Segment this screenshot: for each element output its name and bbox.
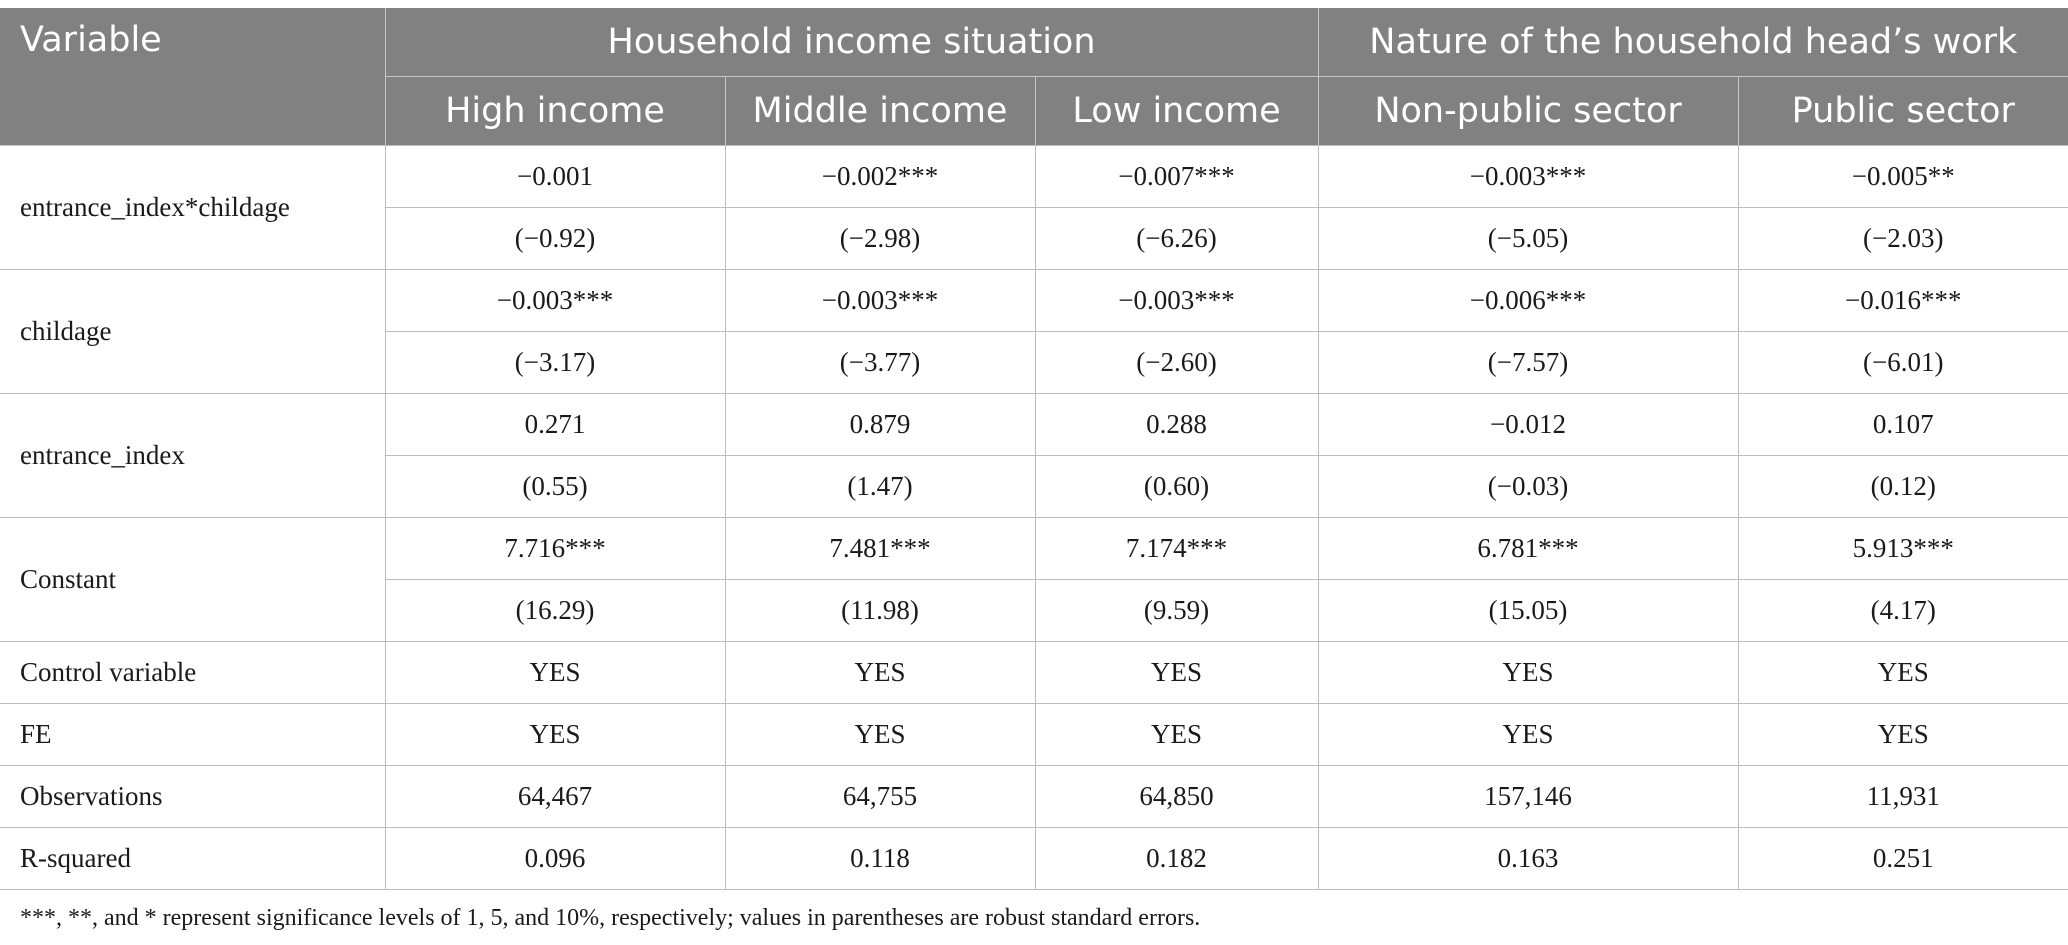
coef-cell: −0.006*** bbox=[1318, 270, 1738, 332]
se-cell: (−3.77) bbox=[725, 332, 1035, 394]
coef-cell: −0.003*** bbox=[1318, 146, 1738, 208]
se-cell: (4.17) bbox=[1738, 580, 2068, 642]
table-row bbox=[0, 766, 2068, 828]
coef-cell: −0.016*** bbox=[1738, 270, 2068, 332]
se-cell: (−3.17) bbox=[385, 332, 725, 394]
value-cell: 64,755 bbox=[725, 766, 1035, 828]
coef-cell: 7.481*** bbox=[725, 518, 1035, 580]
coef-cell: 7.174*** bbox=[1035, 518, 1318, 580]
se-cell: (0.60) bbox=[1035, 456, 1318, 518]
value-cell: YES bbox=[1318, 704, 1738, 766]
row-label: R-squared bbox=[0, 828, 385, 890]
se-cell: (0.12) bbox=[1738, 456, 2068, 518]
se-cell: (11.98) bbox=[725, 580, 1035, 642]
value-cell: 0.118 bbox=[725, 828, 1035, 890]
coef-cell: −0.003*** bbox=[385, 270, 725, 332]
header-variable: Variable bbox=[0, 8, 385, 146]
value-cell: YES bbox=[1318, 642, 1738, 704]
header-col-high-income: High income bbox=[385, 77, 725, 146]
coef-cell: −0.002*** bbox=[725, 146, 1035, 208]
value-cell: 0.163 bbox=[1318, 828, 1738, 890]
value-cell: YES bbox=[1035, 642, 1318, 704]
se-cell: (−0.92) bbox=[385, 208, 725, 270]
table-row bbox=[0, 828, 2068, 890]
table-row bbox=[0, 704, 2068, 766]
table-row bbox=[0, 146, 2068, 208]
coef-cell: 7.716*** bbox=[385, 518, 725, 580]
coef-cell: 0.879 bbox=[725, 394, 1035, 456]
header-row-groups bbox=[0, 8, 2068, 77]
coef-cell: 0.288 bbox=[1035, 394, 1318, 456]
coef-cell: 0.271 bbox=[385, 394, 725, 456]
value-cell: 0.251 bbox=[1738, 828, 2068, 890]
se-cell: (−0.03) bbox=[1318, 456, 1738, 518]
header-col-low-income: Low income bbox=[1035, 77, 1318, 146]
row-label: childage bbox=[0, 270, 385, 394]
value-cell: YES bbox=[1738, 642, 2068, 704]
se-cell: (9.59) bbox=[1035, 580, 1318, 642]
value-cell: YES bbox=[385, 704, 725, 766]
table-footnote: ***, **, and * represent significance levels of 1, 5, and 10%, respectively; values in parentheses are robust standard errors. bbox=[20, 905, 1201, 931]
se-cell: (16.29) bbox=[385, 580, 725, 642]
value-cell: 64,467 bbox=[385, 766, 725, 828]
row-label: entrance_index*childage bbox=[0, 146, 385, 270]
regression-table bbox=[0, 8, 2068, 890]
header-group-income: Household income situation bbox=[385, 8, 1318, 77]
value-cell: YES bbox=[1738, 704, 2068, 766]
header-col-non-public: Non-public sector bbox=[1318, 77, 1738, 146]
value-cell: 64,850 bbox=[1035, 766, 1318, 828]
results-table-container bbox=[0, 8, 2068, 890]
table-row bbox=[0, 394, 2068, 456]
value-cell: YES bbox=[385, 642, 725, 704]
table-row bbox=[0, 270, 2068, 332]
se-cell: (−2.03) bbox=[1738, 208, 2068, 270]
coef-cell: −0.005** bbox=[1738, 146, 2068, 208]
row-label: Observations bbox=[0, 766, 385, 828]
coef-cell: 0.107 bbox=[1738, 394, 2068, 456]
value-cell: 0.096 bbox=[385, 828, 725, 890]
table-row bbox=[0, 642, 2068, 704]
table-row bbox=[0, 518, 2068, 580]
coef-cell: −0.003*** bbox=[1035, 270, 1318, 332]
row-label: Constant bbox=[0, 518, 385, 642]
header-group-work: Nature of the household head’s work bbox=[1318, 8, 2068, 77]
coef-cell: 5.913*** bbox=[1738, 518, 2068, 580]
coef-cell: −0.001 bbox=[385, 146, 725, 208]
se-cell: (−2.60) bbox=[1035, 332, 1318, 394]
row-label: Control variable bbox=[0, 642, 385, 704]
se-cell: (−6.26) bbox=[1035, 208, 1318, 270]
value-cell: YES bbox=[1035, 704, 1318, 766]
header-col-public: Public sector bbox=[1738, 77, 2068, 146]
coef-cell: −0.012 bbox=[1318, 394, 1738, 456]
se-cell: (15.05) bbox=[1318, 580, 1738, 642]
header-col-middle-income: Middle income bbox=[725, 77, 1035, 146]
se-cell: (−2.98) bbox=[725, 208, 1035, 270]
se-cell: (0.55) bbox=[385, 456, 725, 518]
se-cell: (−6.01) bbox=[1738, 332, 2068, 394]
se-cell: (−7.57) bbox=[1318, 332, 1738, 394]
value-cell: 0.182 bbox=[1035, 828, 1318, 890]
value-cell: 11,931 bbox=[1738, 766, 2068, 828]
row-label: entrance_index bbox=[0, 394, 385, 518]
coef-cell: 6.781*** bbox=[1318, 518, 1738, 580]
value-cell: YES bbox=[725, 642, 1035, 704]
row-label: FE bbox=[0, 704, 385, 766]
value-cell: 157,146 bbox=[1318, 766, 1738, 828]
se-cell: (−5.05) bbox=[1318, 208, 1738, 270]
value-cell: YES bbox=[725, 704, 1035, 766]
se-cell: (1.47) bbox=[725, 456, 1035, 518]
coef-cell: −0.007*** bbox=[1035, 146, 1318, 208]
coef-cell: −0.003*** bbox=[725, 270, 1035, 332]
